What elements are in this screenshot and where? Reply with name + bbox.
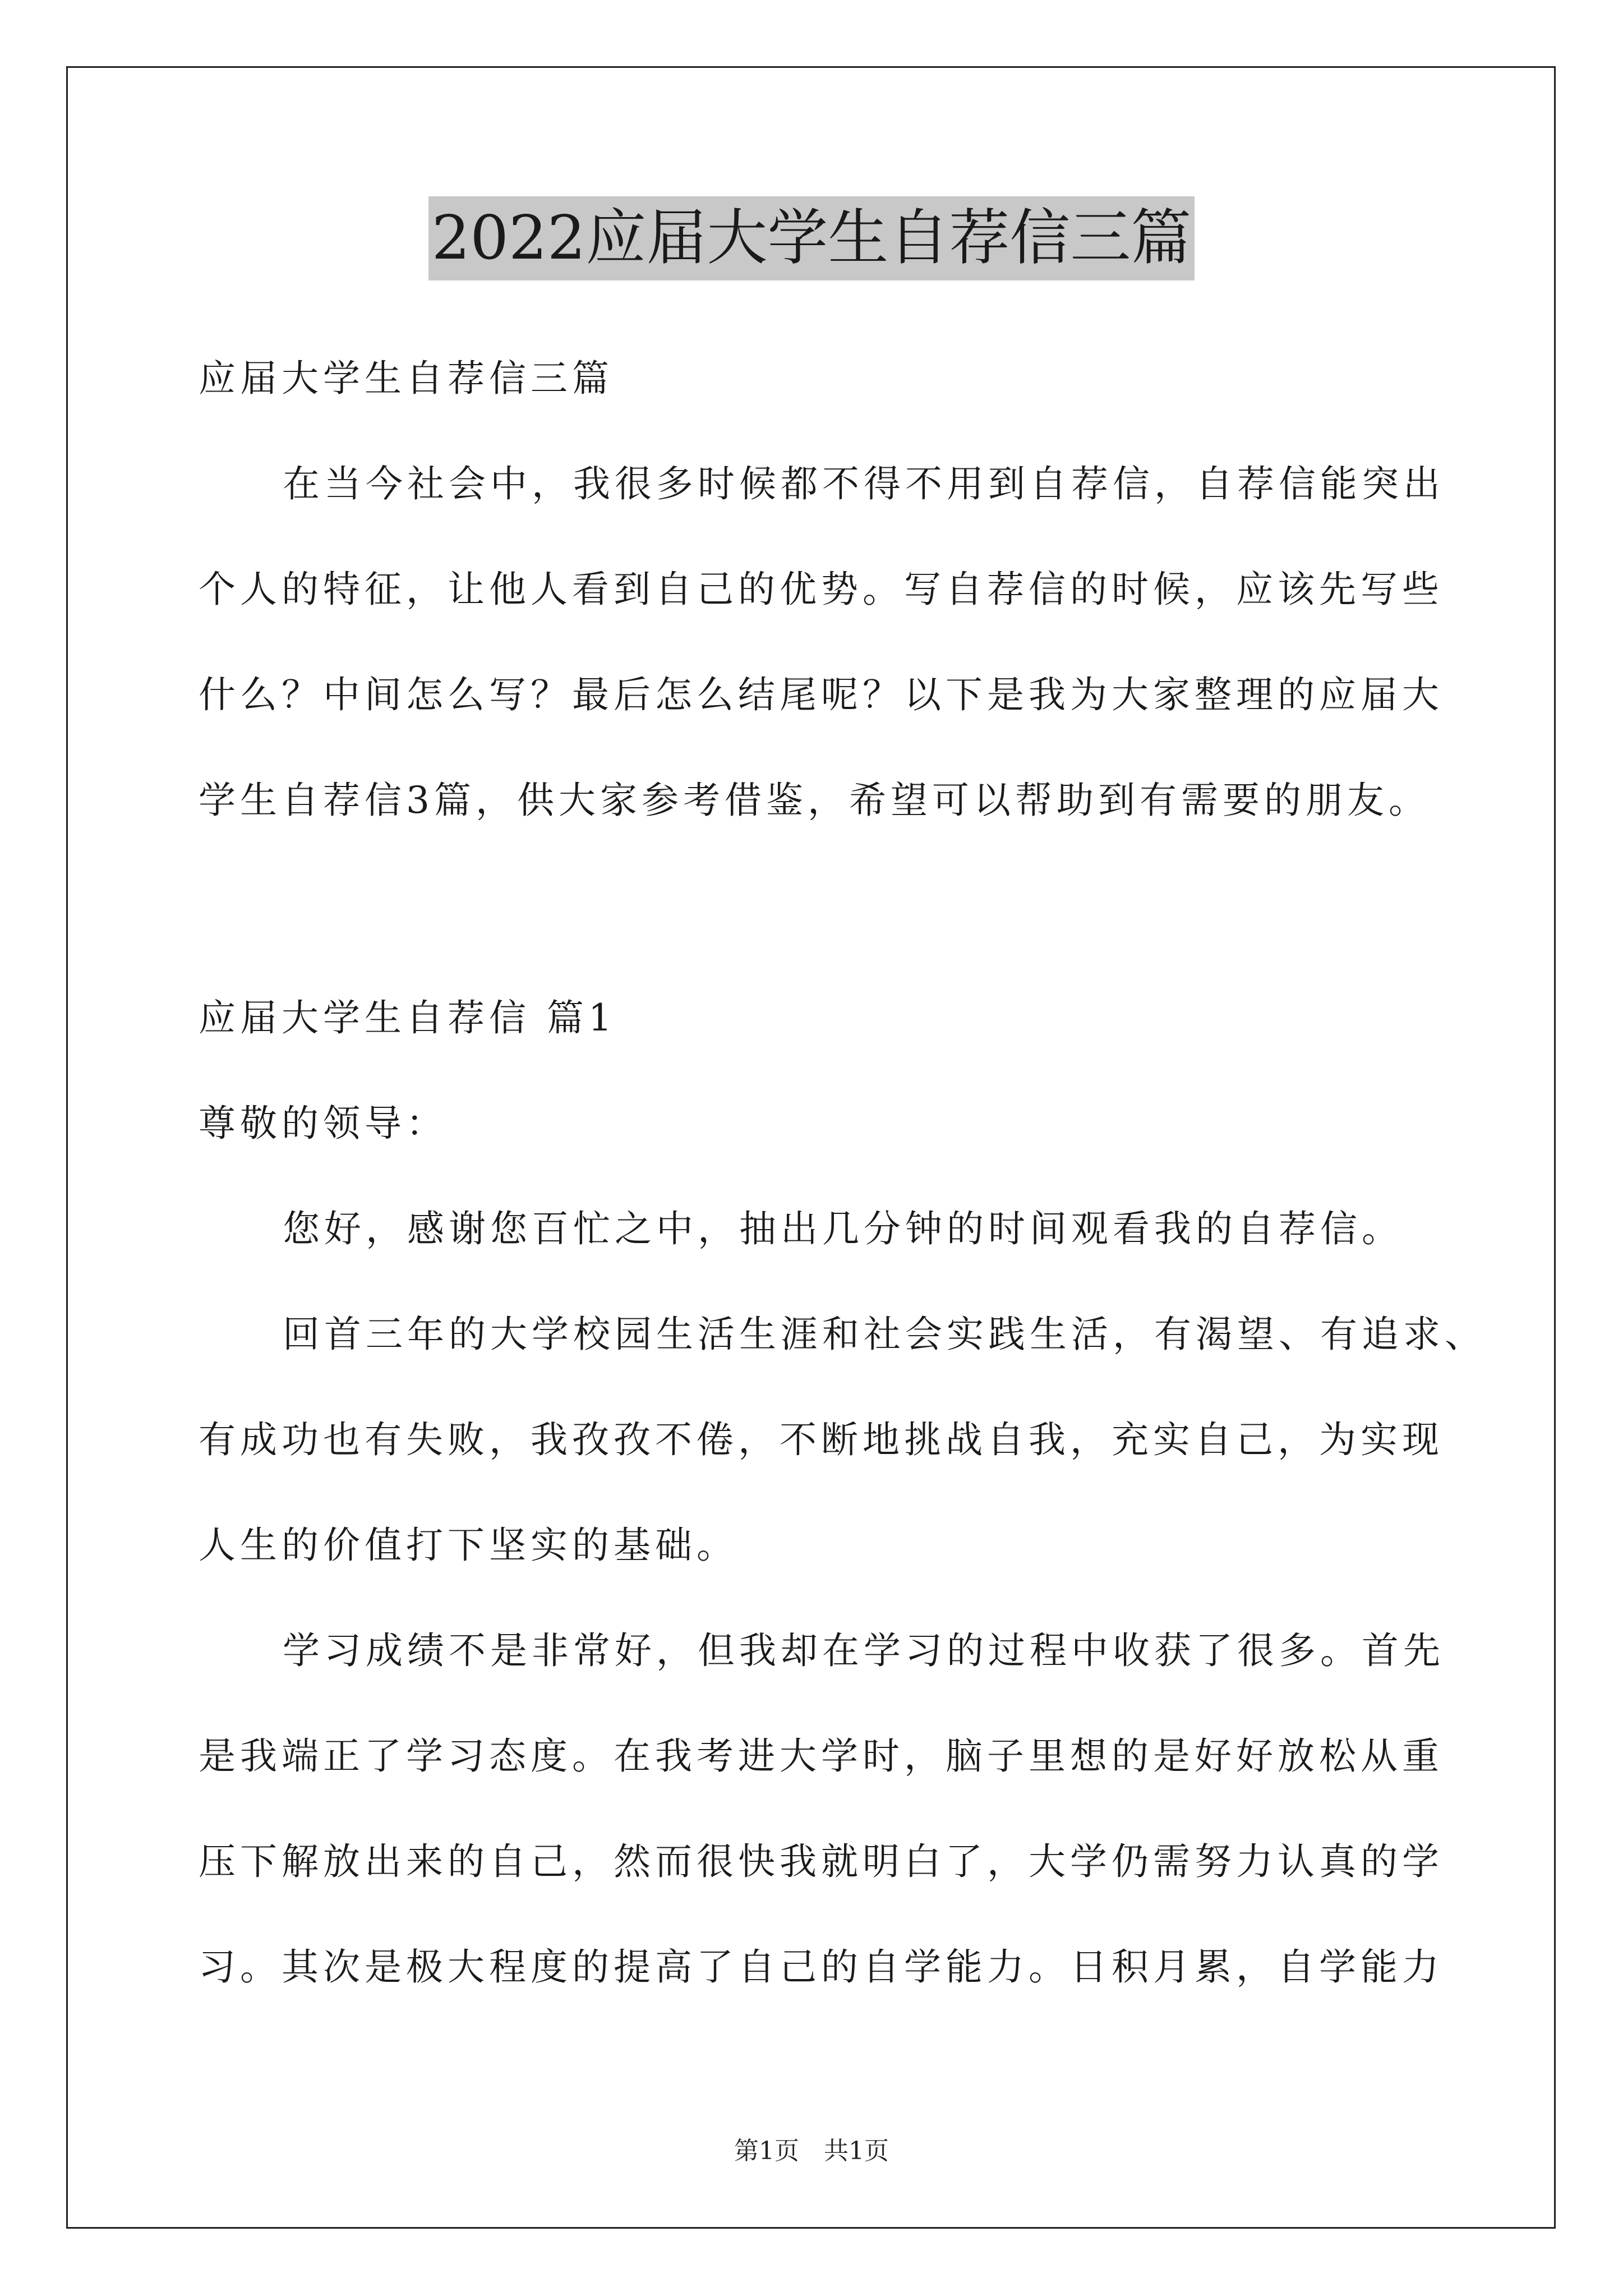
intro-line: 在当今社会中，我很多时候都不得不用到自荐信，自荐信能突出	[283, 462, 1445, 505]
paragraph-line: 习。其次是极大程度的提高了自己的自学能力。日积月累，自学能力	[199, 1945, 1444, 1989]
paragraph-line: 回首三年的大学校园生活生涯和社会实践生活，有渴望、有追求、	[283, 1313, 1486, 1356]
intro-line: 什么？中间怎么写？最后怎么结尾呢？以下是我为大家整理的应届大	[199, 673, 1444, 716]
paragraph-line: 您好，感谢您百忙之中，抽出几分钟的时间观看我的自荐信。	[283, 1207, 1403, 1250]
salutation: 尊敬的领导：	[199, 1102, 448, 1145]
subtitle: 应届大学生自荐信三篇	[199, 357, 614, 400]
document-title: 2022应届大学生自荐信三篇	[428, 196, 1195, 280]
section-heading: 应届大学生自荐信 篇1	[199, 996, 616, 1039]
paragraph-line: 压下解放出来的自己，然而很快我就明白了，大学仍需努力认真的学	[199, 1840, 1444, 1883]
intro-line: 个人的特征，让他人看到自己的优势。写自荐信的时候，应该先写些	[199, 568, 1444, 611]
paragraph-line: 有成功也有失败，我孜孜不倦，不断地挑战自我，充实自己，为实现	[199, 1418, 1444, 1461]
paragraph-line: 学习成绩不是非常好，但我却在学习的过程中收获了很多。首先	[283, 1629, 1445, 1672]
intro-line: 学生自荐信3篇，供大家参考借鉴，希望可以帮助到有需要的朋友。	[199, 779, 1430, 822]
paragraph-line: 是我端正了学习态度。在我考进大学时，脑子里想的是好好放松从重	[199, 1734, 1444, 1778]
paragraph-line: 人生的价值打下坚实的基础。	[199, 1524, 738, 1567]
page-footer: 第1页 共1页	[734, 2137, 889, 2165]
title-wrap	[0, 196, 1623, 280]
